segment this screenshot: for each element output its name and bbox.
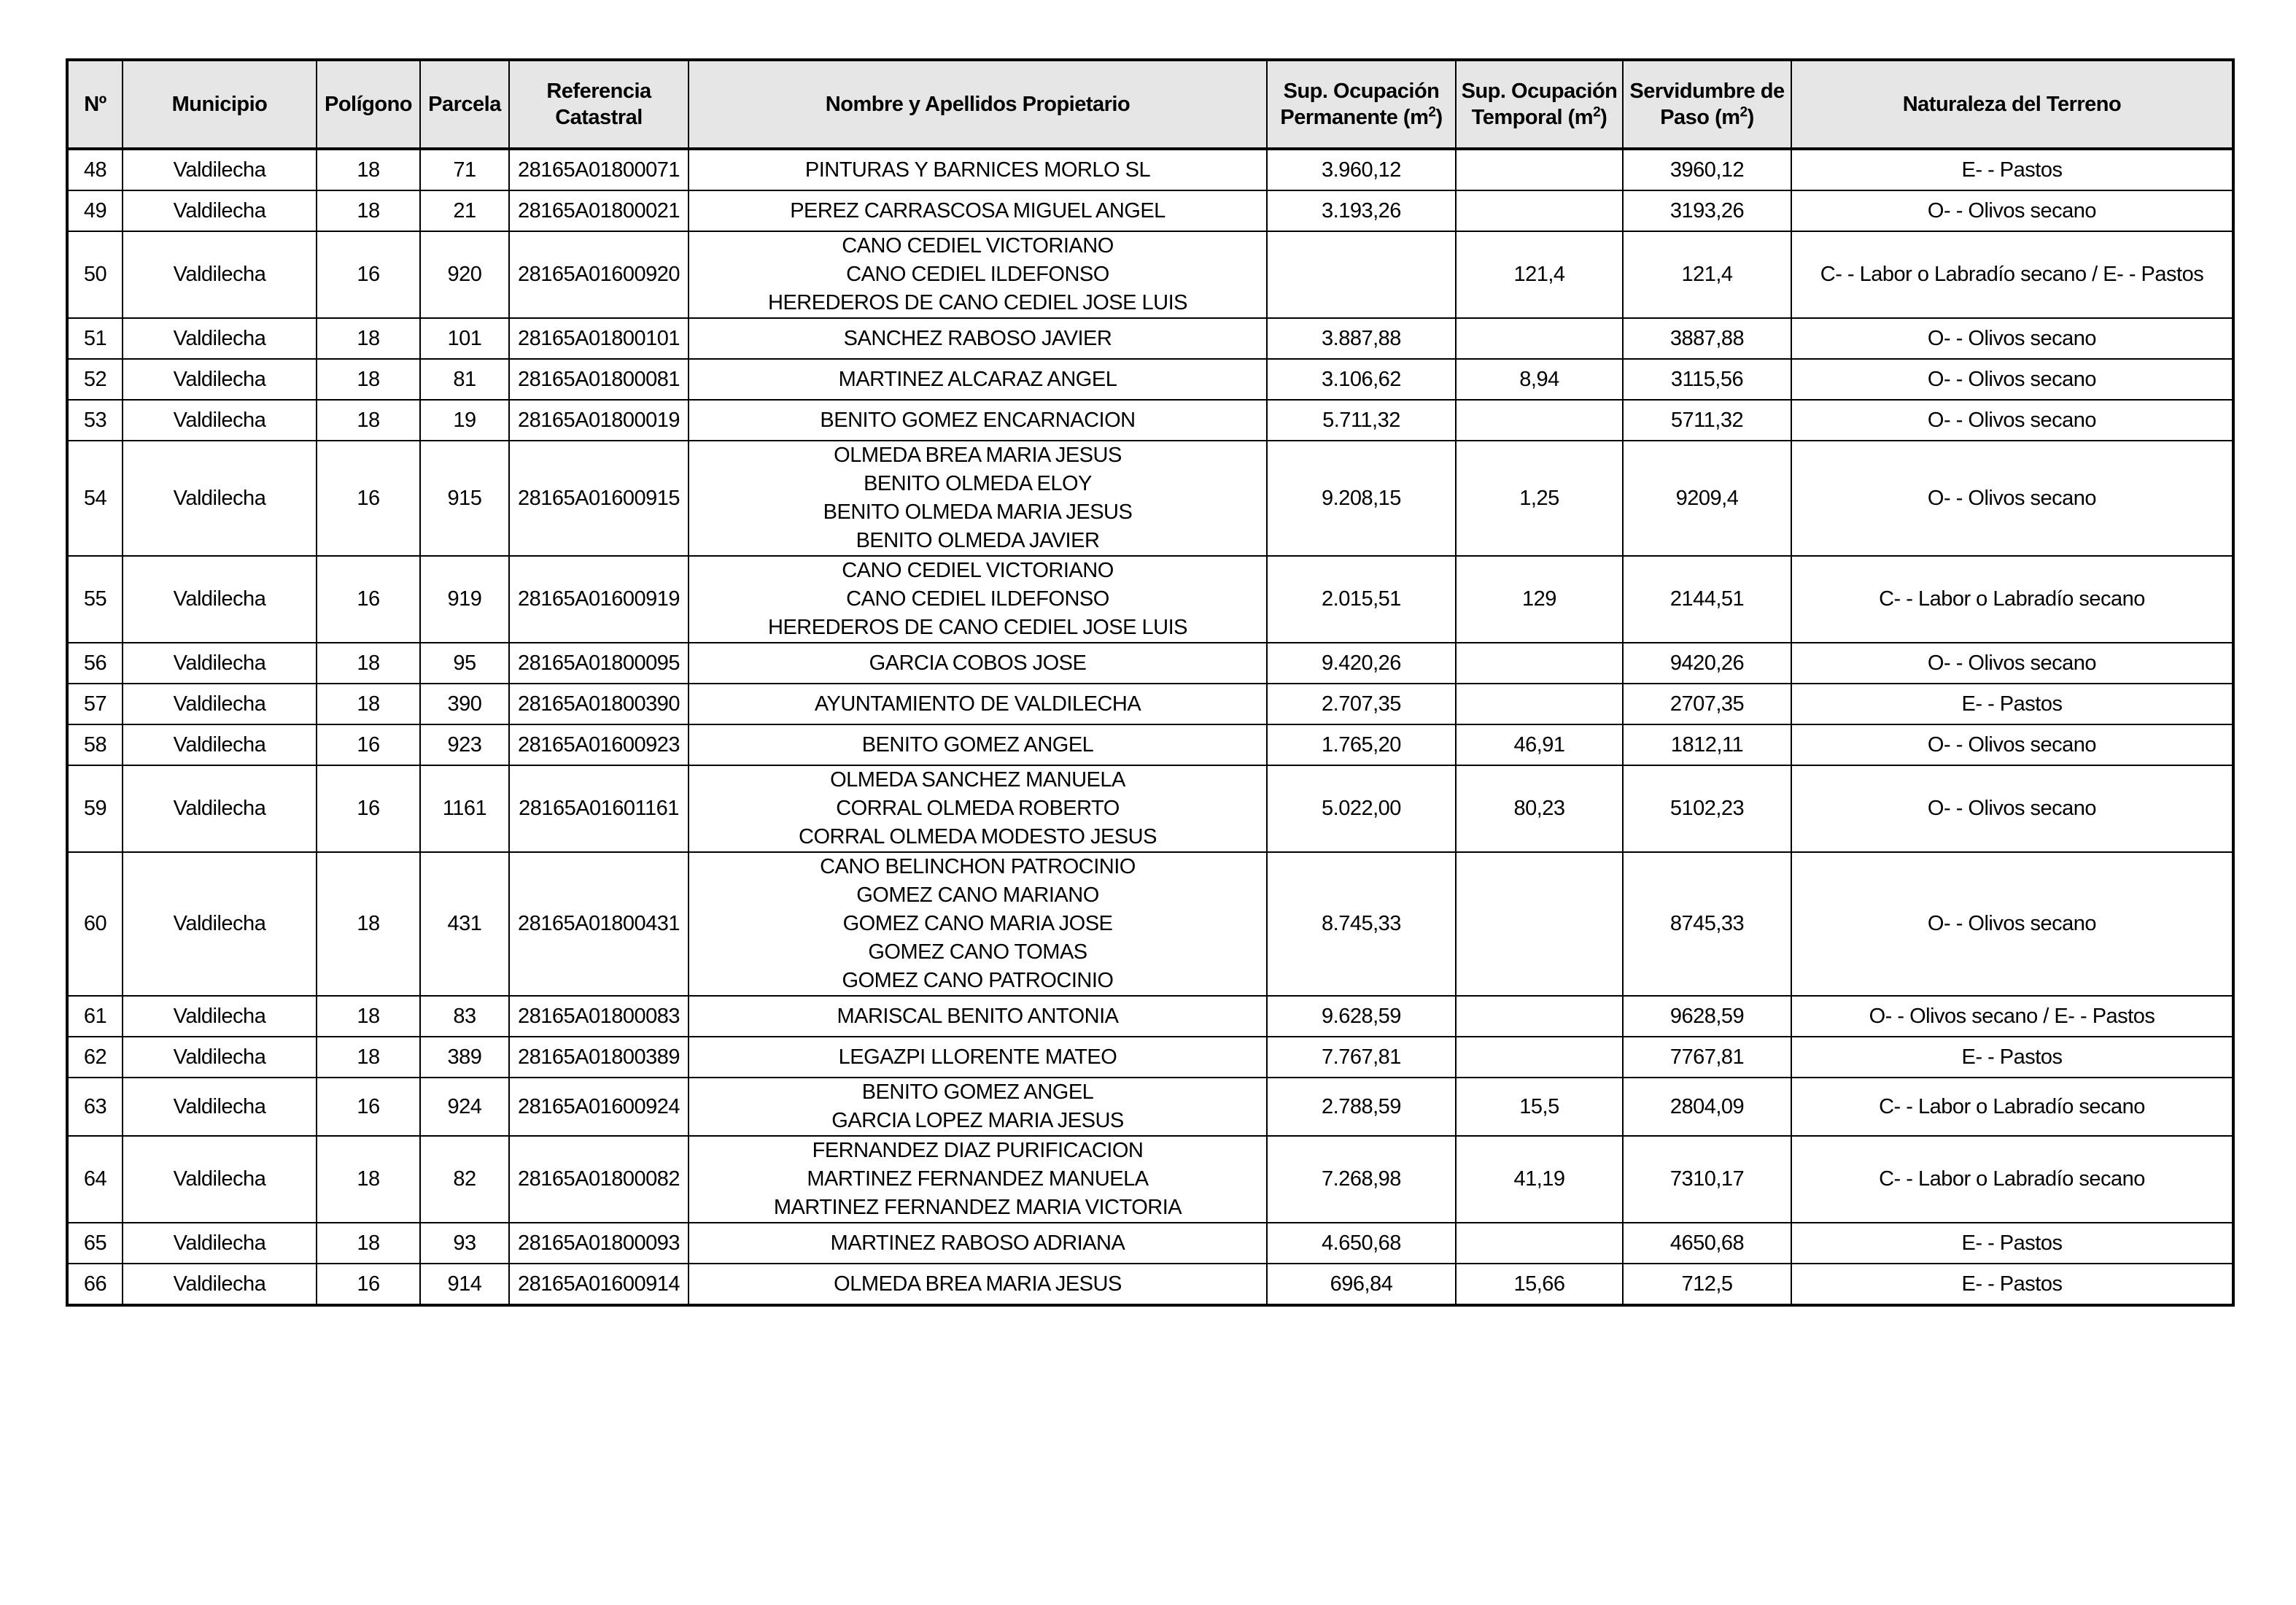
- header-servidumbre-label: Servidumbre de Paso (m: [1629, 80, 1785, 129]
- cell-naturaleza: E- - Pastos: [1791, 1037, 2233, 1078]
- cell-propietarios: [689, 1037, 1267, 1078]
- owner-name: MARTINEZ FERNANDEZ MANUELA: [807, 1167, 1149, 1191]
- cell-sup-temporal: [1456, 190, 1623, 231]
- cell-sup-permanente: 3.193,26: [1267, 190, 1456, 231]
- header-propietario-label: Nombre y Apellidos Propietario: [825, 93, 1130, 116]
- cell-propietarios: [689, 684, 1267, 724]
- table-row: [67, 684, 2233, 724]
- cell-municipio: Valdilecha: [123, 190, 317, 231]
- cell-servidumbre: 8745,33: [1623, 852, 1791, 996]
- cell-sup-permanente: 3.960,12: [1267, 149, 1456, 190]
- cell-sup-permanente: 1.765,20: [1267, 724, 1456, 765]
- cell-servidumbre: 2144,51: [1623, 556, 1791, 643]
- cell-propietarios: [689, 400, 1267, 441]
- cell-n: 65: [67, 1223, 123, 1264]
- cell-poligono: 16: [317, 556, 420, 643]
- cell-municipio: Valdilecha: [123, 1223, 317, 1264]
- cell-propietarios: [689, 1136, 1267, 1223]
- owner-name: BENITO OLMEDA MARIA JESUS: [823, 500, 1133, 524]
- cell-referencia: 28165A01800083: [509, 996, 689, 1037]
- cell-parcela: 923: [420, 724, 509, 765]
- cell-sup-permanente: 7.767,81: [1267, 1037, 1456, 1078]
- cell-sup-permanente: 9.208,15: [1267, 441, 1456, 556]
- cell-servidumbre: 712,5: [1623, 1264, 1791, 1305]
- owner-name: SANCHEZ RABOSO JAVIER: [843, 326, 1112, 350]
- cell-n: 62: [67, 1037, 123, 1078]
- cell-sup-temporal: [1456, 318, 1623, 359]
- cell-sup-permanente: 5.022,00: [1267, 765, 1456, 852]
- cell-sup-permanente: 3.887,88: [1267, 318, 1456, 359]
- owner-name: BENITO GOMEZ ANGEL: [861, 732, 1094, 757]
- cell-naturaleza: O- - Olivos secano / E- - Pastos: [1791, 996, 2233, 1037]
- cell-poligono: 18: [317, 1223, 420, 1264]
- cell-poligono: 18: [317, 1136, 420, 1223]
- cell-poligono: 18: [317, 318, 420, 359]
- owner-name: CANO BELINCHON PATROCINIO: [820, 855, 1136, 878]
- cell-propietarios: [689, 231, 1267, 318]
- cell-municipio: Valdilecha: [123, 231, 317, 318]
- cell-sup-permanente: 4.650,68: [1267, 1223, 1456, 1264]
- unit-exponent: 2: [1593, 104, 1601, 120]
- cell-propietarios: [689, 1264, 1267, 1305]
- cell-poligono: 16: [317, 1264, 420, 1305]
- cell-sup-permanente: 3.106,62: [1267, 359, 1456, 400]
- cell-parcela: 390: [420, 684, 509, 724]
- header-naturaleza: [1791, 60, 2233, 149]
- cell-n: 49: [67, 190, 123, 231]
- unit-close: ): [1747, 106, 1754, 129]
- owner-name: BENITO GOMEZ ANGEL: [861, 1080, 1094, 1104]
- table-row: [67, 1037, 2233, 1078]
- owner-name: GARCIA LOPEZ MARIA JESUS: [831, 1109, 1124, 1132]
- cell-naturaleza: O- - Olivos secano: [1791, 190, 2233, 231]
- cell-referencia: 28165A01601161: [509, 765, 689, 852]
- header-poligono: [317, 60, 420, 149]
- cell-servidumbre: 9628,59: [1623, 996, 1791, 1037]
- table-row: [67, 852, 2233, 996]
- table-header: [67, 60, 2233, 149]
- cell-municipio: Valdilecha: [123, 765, 317, 852]
- cell-n: 51: [67, 318, 123, 359]
- owner-name: PINTURAS Y BARNICES MORLO SL: [804, 158, 1151, 182]
- cell-referencia: 28165A01800082: [509, 1136, 689, 1223]
- cell-naturaleza: E- - Pastos: [1791, 684, 2233, 724]
- cell-poligono: 16: [317, 231, 420, 318]
- header-sup-permanente: [1267, 60, 1456, 149]
- cell-poligono: 16: [317, 765, 420, 852]
- header-municipio-label: Municipio: [171, 93, 268, 116]
- table-row: [67, 400, 2233, 441]
- cell-naturaleza: O- - Olivos secano: [1791, 643, 2233, 684]
- header-servidumbre: [1623, 60, 1791, 149]
- cell-parcela: 1161: [420, 765, 509, 852]
- table-row: [67, 231, 2233, 318]
- cell-sup-permanente: 2.707,35: [1267, 684, 1456, 724]
- cell-poligono: 18: [317, 643, 420, 684]
- cell-parcela: 93: [420, 1223, 509, 1264]
- cell-sup-permanente: 8.745,33: [1267, 852, 1456, 996]
- header-propietario: [689, 60, 1267, 149]
- cell-referencia: 28165A01800081: [509, 359, 689, 400]
- cell-municipio: Valdilecha: [123, 852, 317, 996]
- cell-n: 52: [67, 359, 123, 400]
- cell-naturaleza: C- - Labor o Labradío secano: [1791, 1078, 2233, 1136]
- cell-sup-temporal: [1456, 684, 1623, 724]
- parcel-table: [66, 58, 2235, 1307]
- table-row: [67, 318, 2233, 359]
- cell-poligono: 18: [317, 190, 420, 231]
- cell-servidumbre: 4650,68: [1623, 1223, 1791, 1264]
- header-parcela: [420, 60, 509, 149]
- cell-propietarios: [689, 318, 1267, 359]
- cell-naturaleza: O- - Olivos secano: [1791, 318, 2233, 359]
- cell-sup-permanente: 2.788,59: [1267, 1078, 1456, 1136]
- header-sup-temporal-label: Sup. Ocupación Temporal (m: [1461, 80, 1618, 129]
- table-row: [67, 1264, 2233, 1305]
- cell-propietarios: [689, 852, 1267, 996]
- cell-poligono: 18: [317, 852, 420, 996]
- cell-municipio: Valdilecha: [123, 684, 317, 724]
- cell-servidumbre: 3193,26: [1623, 190, 1791, 231]
- cell-parcela: 919: [420, 556, 509, 643]
- cell-propietarios: [689, 1078, 1267, 1136]
- cell-referencia: 28165A01800093: [509, 1223, 689, 1264]
- cell-parcela: 83: [420, 996, 509, 1037]
- cell-sup-permanente: 7.268,98: [1267, 1136, 1456, 1223]
- cell-servidumbre: 7310,17: [1623, 1136, 1791, 1223]
- owner-name: CANO CEDIEL VICTORIANO: [842, 234, 1114, 258]
- table-row: [67, 359, 2233, 400]
- cell-n: 61: [67, 996, 123, 1037]
- cell-naturaleza: E- - Pastos: [1791, 149, 2233, 190]
- cell-propietarios: [689, 1223, 1267, 1264]
- owner-name: GOMEZ CANO MARIA JOSE: [842, 912, 1113, 935]
- cell-parcela: 101: [420, 318, 509, 359]
- owner-name: LEGAZPI LLORENTE MATEO: [838, 1045, 1117, 1069]
- cell-sup-permanente: [1267, 231, 1456, 318]
- cell-naturaleza: O- - Olivos secano: [1791, 441, 2233, 556]
- cell-referencia: 28165A01800101: [509, 318, 689, 359]
- cell-sup-temporal: [1456, 149, 1623, 190]
- owner-name: OLMEDA SANCHEZ MANUELA: [830, 768, 1125, 792]
- cell-servidumbre: 1812,11: [1623, 724, 1791, 765]
- owner-name: CORRAL OLMEDA ROBERTO: [836, 797, 1120, 820]
- cell-referencia: 28165A01800390: [509, 684, 689, 724]
- cell-servidumbre: 3887,88: [1623, 318, 1791, 359]
- cell-referencia: 28165A01800431: [509, 852, 689, 996]
- table-row: [67, 996, 2233, 1037]
- cell-parcela: 81: [420, 359, 509, 400]
- owner-name: GARCIA COBOS JOSE: [869, 651, 1087, 675]
- cell-parcela: 914: [420, 1264, 509, 1305]
- cell-sup-temporal: 41,19: [1456, 1136, 1623, 1223]
- cell-poligono: 18: [317, 359, 420, 400]
- table-row: [67, 190, 2233, 231]
- owner-name: CANO CEDIEL ILDEFONSO: [846, 587, 1109, 611]
- cell-n: 55: [67, 556, 123, 643]
- cell-sup-temporal: 121,4: [1456, 231, 1623, 318]
- cell-referencia: 28165A01800021: [509, 190, 689, 231]
- cell-poligono: 18: [317, 400, 420, 441]
- cell-n: 60: [67, 852, 123, 996]
- table-row: [67, 441, 2233, 556]
- cell-sup-temporal: 46,91: [1456, 724, 1623, 765]
- cell-referencia: 28165A01600915: [509, 441, 689, 556]
- cell-n: 48: [67, 149, 123, 190]
- cell-poligono: 18: [317, 684, 420, 724]
- owner-name: MARISCAL BENITO ANTONIA: [837, 1004, 1119, 1028]
- cell-servidumbre: 2804,09: [1623, 1078, 1791, 1136]
- cell-n: 59: [67, 765, 123, 852]
- owner-name: GOMEZ CANO MARIANO: [856, 883, 1099, 907]
- cell-municipio: Valdilecha: [123, 359, 317, 400]
- cell-n: 64: [67, 1136, 123, 1223]
- cell-servidumbre: 3960,12: [1623, 149, 1791, 190]
- cell-referencia: 28165A01800019: [509, 400, 689, 441]
- owner-name: BENITO OLMEDA JAVIER: [856, 529, 1100, 552]
- cell-municipio: Valdilecha: [123, 643, 317, 684]
- cell-parcela: 389: [420, 1037, 509, 1078]
- owner-name: OLMEDA BREA MARIA JESUS: [834, 444, 1122, 467]
- cell-n: 56: [67, 643, 123, 684]
- cell-naturaleza: C- - Labor o Labradío secano / E- - Pastos: [1791, 231, 2233, 318]
- cell-parcela: 82: [420, 1136, 509, 1223]
- cell-propietarios: [689, 359, 1267, 400]
- cell-n: 54: [67, 441, 123, 556]
- owner-name: HEREDEROS DE CANO CEDIEL JOSE LUIS: [768, 616, 1187, 639]
- table-row: [67, 724, 2233, 765]
- cell-municipio: Valdilecha: [123, 1264, 317, 1305]
- cell-municipio: Valdilecha: [123, 996, 317, 1037]
- cell-parcela: 21: [420, 190, 509, 231]
- header-poligono-label: Polígono: [324, 93, 413, 116]
- cell-servidumbre: 9209,4: [1623, 441, 1791, 556]
- cell-naturaleza: E- - Pastos: [1791, 1264, 2233, 1305]
- cell-n: 57: [67, 684, 123, 724]
- cell-sup-permanente: 696,84: [1267, 1264, 1456, 1305]
- cell-sup-temporal: [1456, 996, 1623, 1037]
- cell-propietarios: [689, 765, 1267, 852]
- cell-sup-temporal: [1456, 400, 1623, 441]
- cell-servidumbre: 2707,35: [1623, 684, 1791, 724]
- cell-propietarios: [689, 441, 1267, 556]
- cell-referencia: 28165A01800389: [509, 1037, 689, 1078]
- owner-name: FERNANDEZ DIAZ PURIFICACION: [812, 1139, 1144, 1162]
- cell-servidumbre: 121,4: [1623, 231, 1791, 318]
- cell-parcela: 915: [420, 441, 509, 556]
- table-row: [67, 1223, 2233, 1264]
- cell-municipio: Valdilecha: [123, 1136, 317, 1223]
- cell-propietarios: [689, 996, 1267, 1037]
- owner-name: BENITO GOMEZ ENCARNACION: [820, 408, 1136, 432]
- owner-name: GOMEZ CANO PATROCINIO: [842, 969, 1114, 992]
- cell-servidumbre: 5102,23: [1623, 765, 1791, 852]
- cell-sup-temporal: [1456, 852, 1623, 996]
- cell-referencia: 28165A01800071: [509, 149, 689, 190]
- unit-exponent: 2: [1740, 104, 1748, 120]
- cell-poligono: 16: [317, 1078, 420, 1136]
- cell-n: 53: [67, 400, 123, 441]
- cell-referencia: 28165A01600923: [509, 724, 689, 765]
- unit-close: ): [1435, 106, 1443, 129]
- cell-sup-temporal: [1456, 643, 1623, 684]
- table-row: [67, 149, 2233, 190]
- cell-n: 50: [67, 231, 123, 318]
- cell-referencia: 28165A01600920: [509, 231, 689, 318]
- table-row: [67, 1136, 2233, 1223]
- unit-exponent: 2: [1428, 104, 1436, 120]
- cell-naturaleza: O- - Olivos secano: [1791, 765, 2233, 852]
- owner-name: PEREZ CARRASCOSA MIGUEL ANGEL: [790, 198, 1166, 223]
- cell-sup-temporal: 15,5: [1456, 1078, 1623, 1136]
- cell-propietarios: [689, 149, 1267, 190]
- cell-municipio: Valdilecha: [123, 1037, 317, 1078]
- header-parcela-label: Parcela: [428, 93, 501, 116]
- header-n-label: Nº: [84, 93, 106, 116]
- table-row: [67, 643, 2233, 684]
- cell-poligono: 18: [317, 996, 420, 1037]
- cell-sup-permanente: 2.015,51: [1267, 556, 1456, 643]
- cell-propietarios: [689, 724, 1267, 765]
- header-n: [67, 60, 123, 149]
- cell-naturaleza: C- - Labor o Labradío secano: [1791, 1136, 2233, 1223]
- cell-sup-permanente: 9.628,59: [1267, 996, 1456, 1037]
- cell-parcela: 71: [420, 149, 509, 190]
- cell-municipio: Valdilecha: [123, 318, 317, 359]
- owner-name: BENITO OLMEDA ELOY: [864, 472, 1092, 495]
- cell-sup-temporal: 15,66: [1456, 1264, 1623, 1305]
- table-body: [67, 149, 2233, 1305]
- header-row: [67, 60, 2233, 149]
- cell-municipio: Valdilecha: [123, 441, 317, 556]
- cell-sup-temporal: [1456, 1223, 1623, 1264]
- cell-n: 63: [67, 1078, 123, 1136]
- owner-name: MARTINEZ FERNANDEZ MARIA VICTORIA: [773, 1196, 1182, 1219]
- cell-municipio: Valdilecha: [123, 149, 317, 190]
- cell-naturaleza: O- - Olivos secano: [1791, 724, 2233, 765]
- cell-sup-permanente: 5.711,32: [1267, 400, 1456, 441]
- table-row: [67, 1078, 2233, 1136]
- cell-propietarios: [689, 643, 1267, 684]
- cell-sup-temporal: 8,94: [1456, 359, 1623, 400]
- header-sup-temporal: [1456, 60, 1623, 149]
- cell-servidumbre: 7767,81: [1623, 1037, 1791, 1078]
- cell-municipio: Valdilecha: [123, 556, 317, 643]
- cell-servidumbre: 9420,26: [1623, 643, 1791, 684]
- cell-n: 66: [67, 1264, 123, 1305]
- owner-name: OLMEDA BREA MARIA JESUS: [834, 1272, 1122, 1296]
- cell-referencia: 28165A01800095: [509, 643, 689, 684]
- header-sup-permanente-label: Sup. Ocupación Permanente (m: [1280, 80, 1440, 129]
- cell-naturaleza: O- - Olivos secano: [1791, 400, 2233, 441]
- owner-name: AYUNTAMIENTO DE VALDILECHA: [814, 692, 1141, 716]
- cell-parcela: 19: [420, 400, 509, 441]
- owner-name: HEREDEROS DE CANO CEDIEL JOSE LUIS: [768, 291, 1187, 314]
- cell-propietarios: [689, 556, 1267, 643]
- owner-name: CORRAL OLMEDA MODESTO JESUS: [799, 825, 1157, 848]
- cell-municipio: Valdilecha: [123, 400, 317, 441]
- cell-referencia: 28165A01600924: [509, 1078, 689, 1136]
- table-row: [67, 556, 2233, 643]
- cell-sup-permanente: 9.420,26: [1267, 643, 1456, 684]
- table-row: [67, 765, 2233, 852]
- cell-referencia: 28165A01600914: [509, 1264, 689, 1305]
- cell-poligono: 16: [317, 724, 420, 765]
- cell-parcela: 431: [420, 852, 509, 996]
- owner-name: MARTINEZ RABOSO ADRIANA: [830, 1231, 1125, 1255]
- cell-naturaleza: C- - Labor o Labradío secano: [1791, 556, 2233, 643]
- owner-name: CANO CEDIEL ILDEFONSO: [846, 263, 1109, 286]
- cell-poligono: 16: [317, 441, 420, 556]
- cell-sup-temporal: 1,25: [1456, 441, 1623, 556]
- cell-sup-temporal: 80,23: [1456, 765, 1623, 852]
- header-municipio: [123, 60, 317, 149]
- unit-close: ): [1600, 106, 1607, 129]
- cell-parcela: 920: [420, 231, 509, 318]
- owner-name: CANO CEDIEL VICTORIANO: [842, 559, 1114, 582]
- header-referencia: [509, 60, 689, 149]
- cell-servidumbre: 3115,56: [1623, 359, 1791, 400]
- cell-naturaleza: E- - Pastos: [1791, 1223, 2233, 1264]
- cell-propietarios: [689, 190, 1267, 231]
- cell-sup-temporal: [1456, 1037, 1623, 1078]
- cell-parcela: 924: [420, 1078, 509, 1136]
- cell-municipio: Valdilecha: [123, 724, 317, 765]
- header-referencia-label: Referencia Catastral: [546, 80, 651, 129]
- cell-naturaleza: O- - Olivos secano: [1791, 359, 2233, 400]
- cell-n: 58: [67, 724, 123, 765]
- cell-referencia: 28165A01600919: [509, 556, 689, 643]
- cell-poligono: 18: [317, 1037, 420, 1078]
- owner-name: MARTINEZ ALCARAZ ANGEL: [838, 367, 1117, 391]
- cell-parcela: 95: [420, 643, 509, 684]
- cell-sup-temporal: 129: [1456, 556, 1623, 643]
- cell-municipio: Valdilecha: [123, 1078, 317, 1136]
- cell-servidumbre: 5711,32: [1623, 400, 1791, 441]
- owner-name: GOMEZ CANO TOMAS: [868, 940, 1087, 964]
- cell-naturaleza: O- - Olivos secano: [1791, 852, 2233, 996]
- header-naturaleza-label: Naturaleza del Terreno: [1902, 93, 2122, 116]
- cell-poligono: 18: [317, 149, 420, 190]
